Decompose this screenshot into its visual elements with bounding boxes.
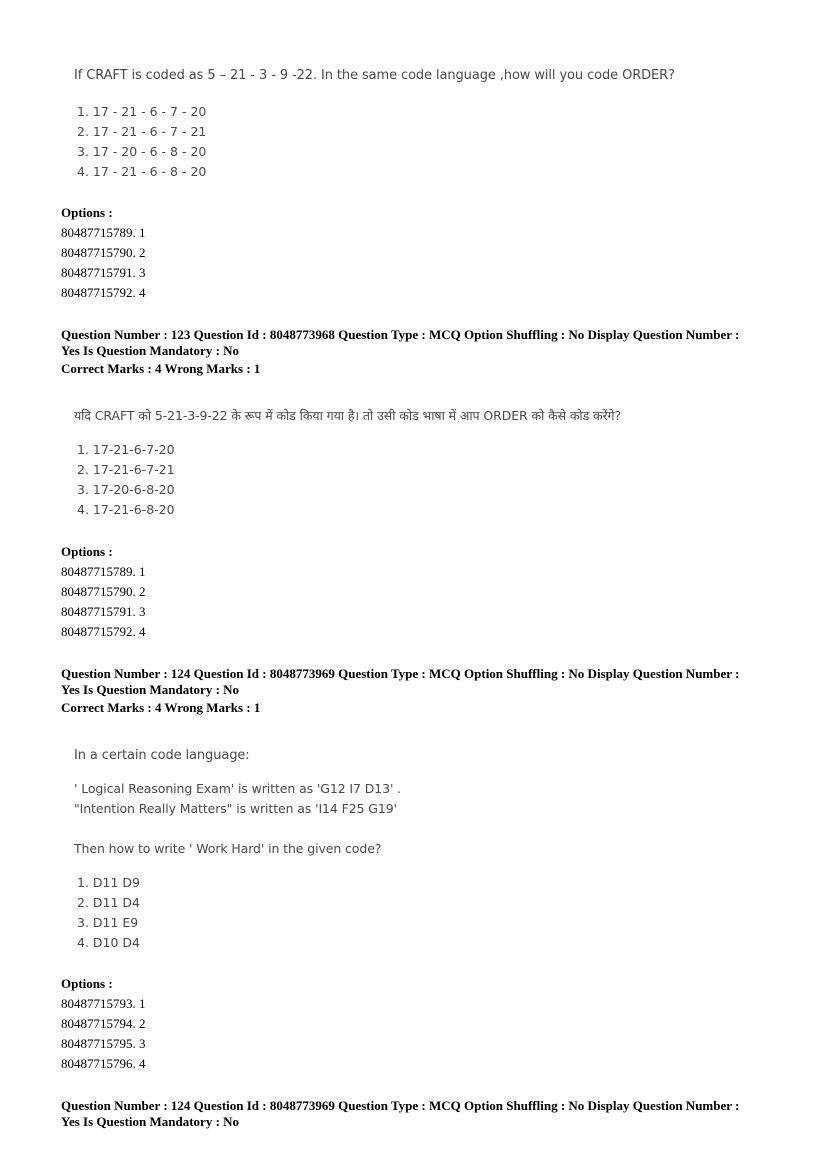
option-id-2: 80487715794. 2 xyxy=(61,1016,146,1031)
choice-4: 4. 17-21-6-8-20 xyxy=(77,502,175,517)
question-meta-line2: Yes Is Question Mandatory : No xyxy=(61,682,240,697)
choice-list xyxy=(74,442,175,522)
question-meta-line1: Question Number : 124 Question Id : 8048773969 Question Type : MCQ Option Shuffling : No Display Question Number : xyxy=(61,1098,740,1113)
question-prompt: Then how to write ' Work Hard' in the given code? xyxy=(74,841,382,856)
choice-4: 4. 17 - 21 - 6 - 8 - 20 xyxy=(77,164,207,179)
question-image-q123 xyxy=(74,407,621,424)
question-text xyxy=(74,841,381,856)
code-example-1 xyxy=(74,781,401,796)
question-meta-line1: Question Number : 123 Question Id : 8048773968 Question Type : MCQ Option Shuffling : No Display Question Number : xyxy=(61,327,740,342)
option-id-4: 80487715796. 4 xyxy=(61,1056,146,1071)
options-label: Options : xyxy=(61,976,113,991)
option-id-1: 80487715793. 1 xyxy=(61,996,146,1011)
option-id-3: 80487715791. 3 xyxy=(61,604,146,619)
question-stem: If CRAFT is coded as 5 – 21 - 3 - 9 -22. In the same code language ,how will you code ORDER? xyxy=(74,68,675,83)
option-id-1: 80487715789. 1 xyxy=(61,225,146,240)
question-meta-line2: Yes Is Question Mandatory : No xyxy=(61,1114,240,1129)
marks-line: Correct Marks : 4 Wrong Marks : 1 xyxy=(61,361,261,376)
option-id-4: 80487715792. 4 xyxy=(61,624,146,639)
choice-3: 3. D11 E9 xyxy=(77,915,139,930)
options-label: Options : xyxy=(61,544,113,559)
code-example-2 xyxy=(74,801,397,816)
choice-list xyxy=(74,104,206,184)
question-meta-line2: Yes Is Question Mandatory : No xyxy=(61,343,240,358)
choice-3: 3. 17-20-6-8-20 xyxy=(77,482,175,497)
choice-1: 1. 17-21-6-7-20 xyxy=(77,442,175,457)
choice-1: 1. 17 - 21 - 6 - 7 - 20 xyxy=(77,104,207,119)
question-stem: यदि CRAFT को 5-21-3-9-22 के रूप में कोड किया गया है। तो उसी कोड भाषा में आप ORDER को कैसे कोड करेंगे? xyxy=(74,408,622,423)
option-id-2: 80487715790. 2 xyxy=(61,584,146,599)
option-id-2: 80487715790. 2 xyxy=(61,245,146,260)
option-id-3: 80487715795. 3 xyxy=(61,1036,146,1051)
options-label: Options : xyxy=(61,205,113,220)
choice-2: 2. 17 - 21 - 6 - 7 - 21 xyxy=(77,124,207,139)
option-id-4: 80487715792. 4 xyxy=(61,285,146,300)
choice-4: 4. D10 D4 xyxy=(77,935,140,950)
marks-line: Correct Marks : 4 Wrong Marks : 1 xyxy=(61,700,261,715)
choice-2: 2. D11 D4 xyxy=(77,895,140,910)
question-intro: In a certain code language: xyxy=(74,748,250,763)
choice-2: 2. 17-21-6-7-21 xyxy=(77,462,175,477)
choice-list xyxy=(74,875,140,955)
code-example-line1: ' Logical Reasoning Exam' is written as 'G12 I7 D13' . xyxy=(74,781,402,796)
choice-3: 3. 17 - 20 - 6 - 8 - 20 xyxy=(77,144,207,159)
question-image-q124 xyxy=(74,748,250,763)
code-example-line2: "Intention Really Matters" is written as 'I14 F25 G19' xyxy=(74,801,397,816)
choice-1: 1. D11 D9 xyxy=(77,875,140,890)
option-id-1: 80487715789. 1 xyxy=(61,564,146,579)
question-image-q1 xyxy=(74,68,675,83)
question-meta-line1: Question Number : 124 Question Id : 8048773969 Question Type : MCQ Option Shuffling : No Display Question Number : xyxy=(61,666,740,681)
option-id-3: 80487715791. 3 xyxy=(61,265,146,280)
